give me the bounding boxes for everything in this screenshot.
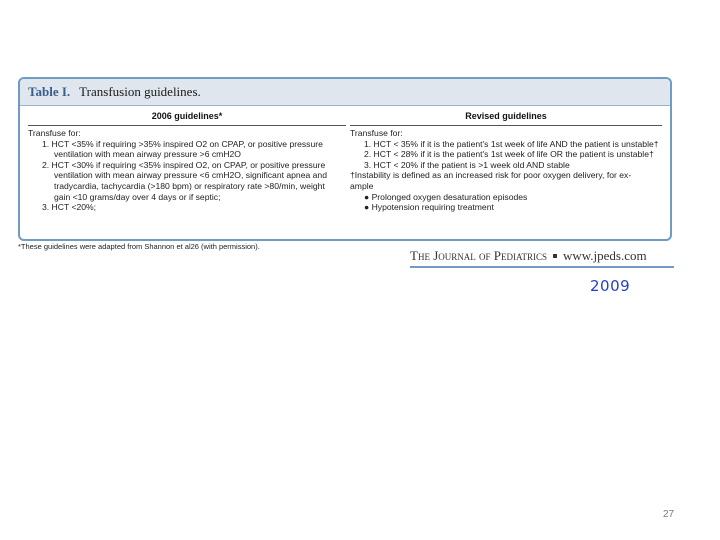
- journal-name: The Journal of Pediatrics: [410, 248, 547, 263]
- left-line: ventilation with mean airway pressure >6 cmH2O: [54, 149, 241, 160]
- table-label: Table I.: [28, 84, 71, 99]
- right-column-header: Revised guidelines: [350, 107, 662, 126]
- right-line: ample: [350, 180, 374, 191]
- right-column-body: [350, 128, 662, 213]
- left-column-header: 2006 guidelines*: [28, 107, 346, 126]
- separator-dot: [553, 254, 557, 258]
- table-title-bar: [20, 79, 670, 106]
- left-line: Transfuse for:: [28, 128, 81, 138]
- guidelines-table: [18, 77, 672, 241]
- journal-banner: [410, 248, 674, 268]
- right-line: 2. HCT < 28% if it is the patient's 1st week of life OR the patient is unstable†: [364, 149, 654, 160]
- table-footnote: *These guidelines were adapted from Shannon et al26 (with permission).: [18, 242, 260, 251]
- right-line: Transfuse for:: [350, 128, 403, 138]
- page-number: 27: [663, 509, 675, 520]
- left-line: 3. HCT <20%;: [42, 202, 97, 213]
- right-line: †Instability is defined as an increased risk for poor oxygen delivery, for ex-: [350, 170, 632, 181]
- right-line: ● Prolonged oxygen desaturation episodes: [364, 191, 528, 202]
- publication-year: 2009: [590, 277, 631, 295]
- left-line: ventilation with mean airway pressure <6 cmH2O, significant apnea and: [54, 170, 327, 181]
- left-line: 2. HCT <30% if requiring <35% inspired O2, on CPAP, or positive pressure: [42, 159, 326, 170]
- journal-url: www.jpeds.com: [562, 248, 647, 263]
- left-line: tradycardia, tachycardia (>180 bpm) or respiratory rate >80/min, weight: [54, 180, 325, 191]
- right-line: ● Hypotension requiring treatment: [364, 202, 494, 213]
- right-line: 3. HCT < 20% if the patient is >1 week old AND stable: [364, 159, 570, 170]
- right-line: 1. HCT < 35% if it is the patient's 1st week of life AND the patient is unstable†: [364, 138, 659, 149]
- left-column-body: [28, 128, 346, 213]
- table-title: Transfusion guidelines.: [79, 84, 201, 99]
- left-line: 1. HCT <35% if requiring >35% inspired O2 on CPAP, or positive pressure: [42, 138, 323, 149]
- left-line: gain <10 grams/day over 4 days or if septic;: [54, 191, 221, 202]
